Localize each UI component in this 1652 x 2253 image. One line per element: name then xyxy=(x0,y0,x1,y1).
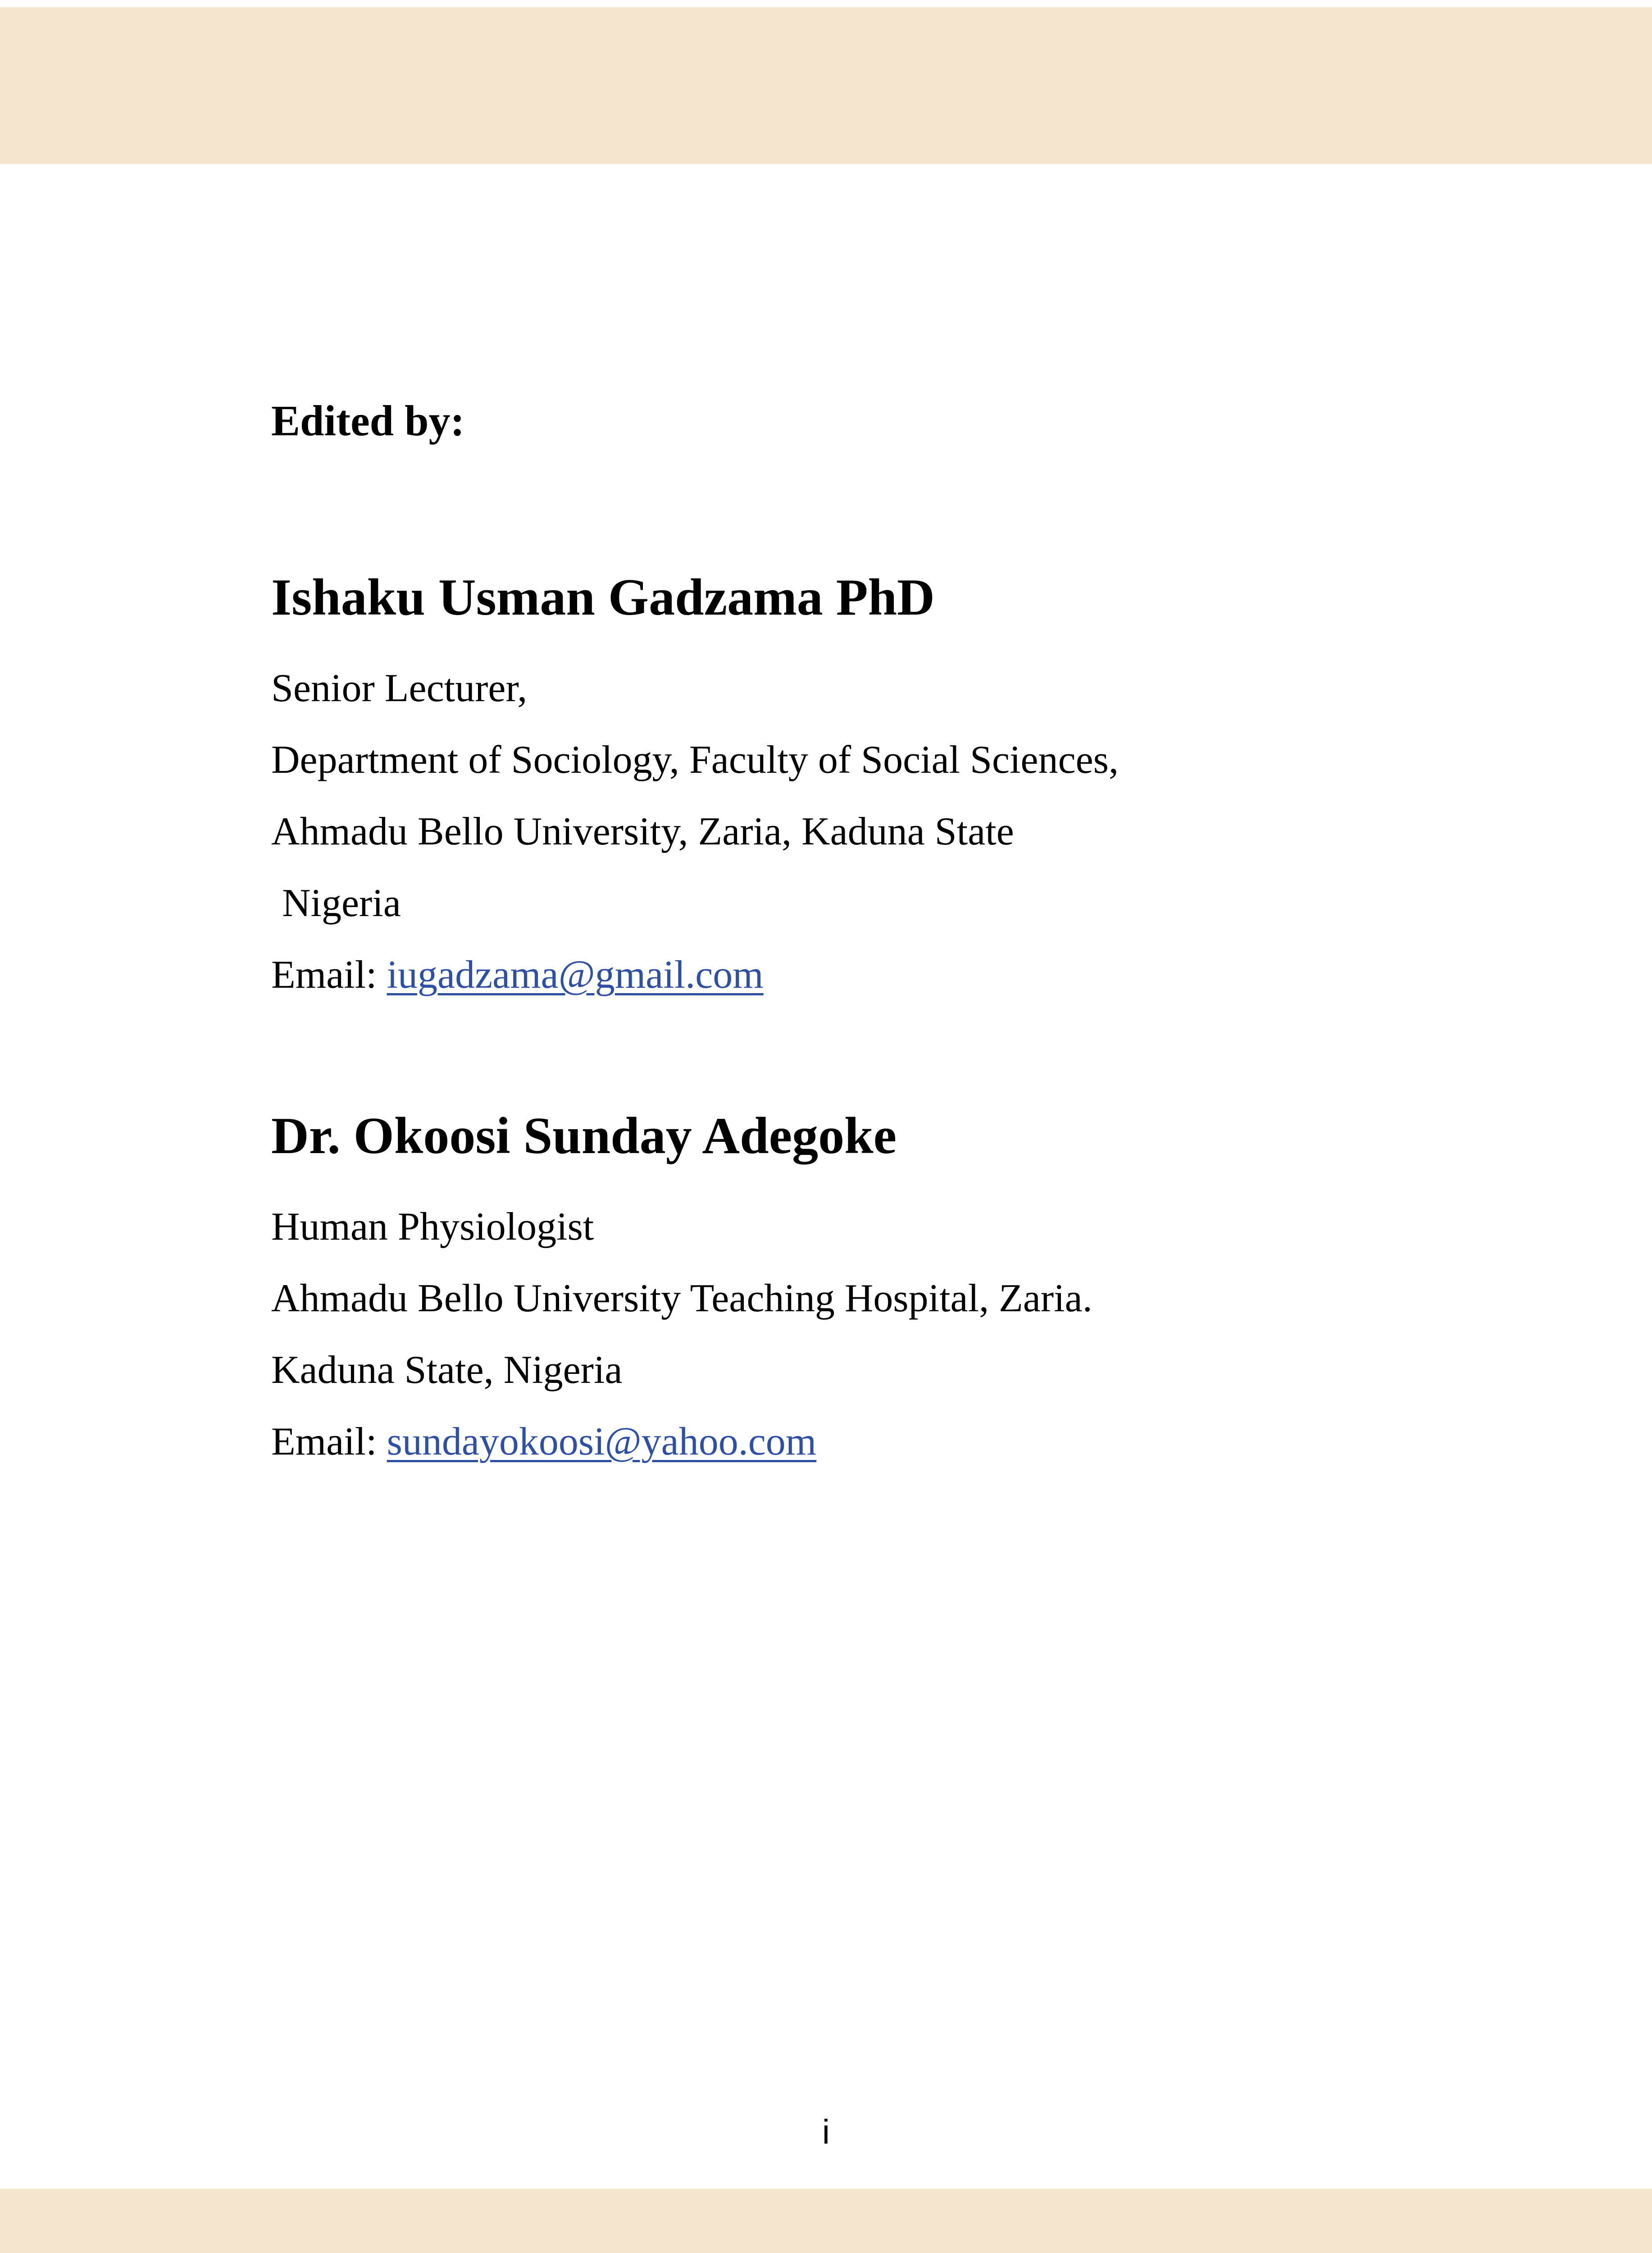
page-number: i xyxy=(822,2113,830,2151)
editor-name: Ishaku Usman Gadzama PhD xyxy=(271,569,935,626)
editor-institution: Ahmadu Bello University Teaching Hospital, Zaria. xyxy=(271,1277,1092,1320)
email-label: Email: xyxy=(271,953,387,997)
email-label: Email: xyxy=(271,1420,387,1464)
editor-location: Kaduna State, Nigeria xyxy=(271,1348,623,1392)
editor-country: Nigeria xyxy=(282,881,401,925)
editor-name: Dr. Okoosi Sunday Adegoke xyxy=(271,1107,897,1165)
editor-details xyxy=(271,1191,1578,1478)
email-link[interactable]: sundayokoosi@yahoo.com xyxy=(387,1420,817,1464)
editor-department: Department of Sociology, Faculty of Social Sciences, xyxy=(271,738,1119,782)
editor-title: Senior Lecturer, xyxy=(271,666,528,710)
bottom-band xyxy=(0,2189,1652,2253)
top-band xyxy=(0,7,1652,164)
editor-email-line xyxy=(271,939,1578,1011)
editor-institution: Ahmadu Bello University, Zaria, Kaduna State xyxy=(271,810,1014,853)
editor-block-1 xyxy=(271,562,1578,1011)
editor-title: Human Physiologist xyxy=(271,1205,594,1249)
editor-details xyxy=(271,652,1578,1011)
editor-block-2 xyxy=(271,1101,1578,1478)
edited-by-heading: Edited by: xyxy=(271,397,465,445)
editor-email-line xyxy=(271,1406,1578,1478)
email-link[interactable]: iugadzama@gmail.com xyxy=(387,953,764,997)
